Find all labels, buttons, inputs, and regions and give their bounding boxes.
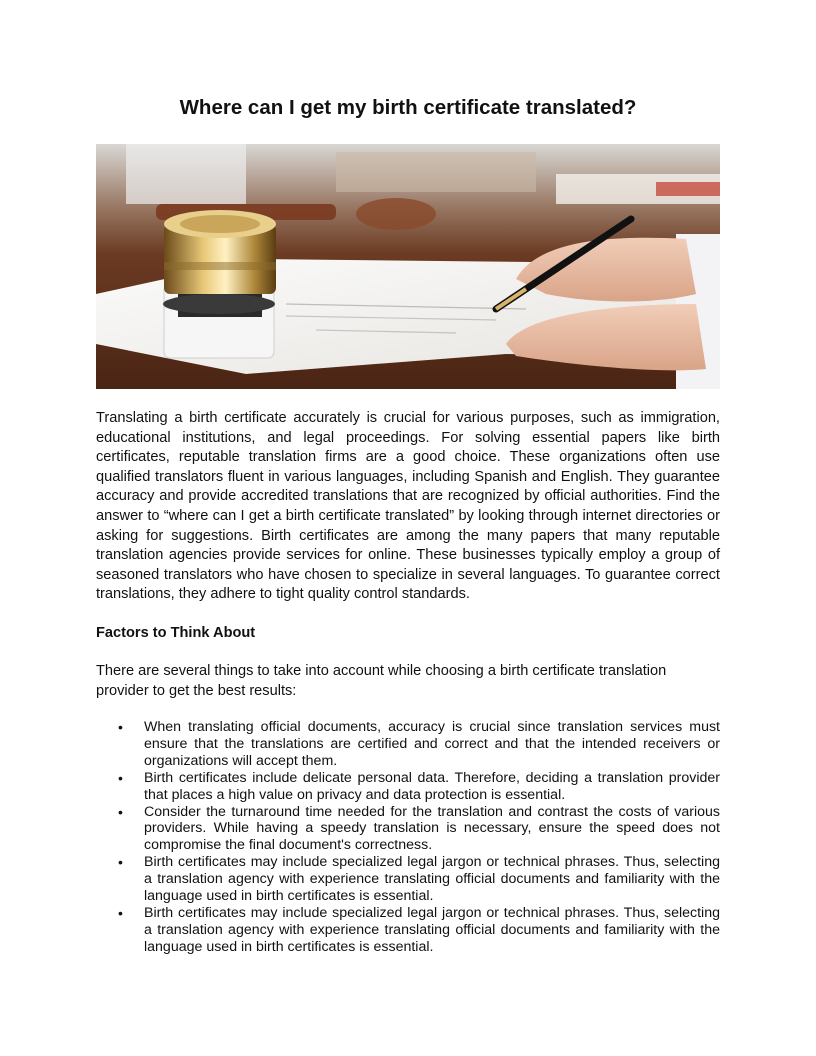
intro-paragraph: Translating a birth certificate accurately is crucial for various purposes, such as immigration, educational institutions, and legal proceedings. For solving essential papers like birth certificates, reputable translation firms are a good choice. These organizations often use qualified translators fluent in various languages, including Spanish and English. They guarantee accuracy and provide accredited translations that are recognized by official authorities. Find the answer to “where can I get a birth certificate translated” by looking through internet directories or asking for suggestions. Birth certificates are among the many papers that many reputable translation agencies provide services for online. These businesses typically employ a group of seasoned translators who have chosen to specialize in several languages. To guarantee correct translations, they adhere to tight quality control standards. — [96, 410, 720, 603]
bullet-icon: • — [118, 803, 123, 820]
bullet-icon: • — [118, 904, 123, 921]
list-item — [96, 804, 720, 855]
list-item-text: Birth certificates may include specialized legal jargon or technical phrases. Thus, selecting a translation agency with experience translating official documents and familiarity with the language used in birth certificates is essential. — [144, 854, 720, 905]
bullet-icon: • — [118, 719, 123, 735]
list-item — [96, 719, 720, 770]
list-item-text: Birth certificates may include specialized legal jargon or technical phrases. Thus, selecting a translation agency with experience translating official documents and familiarity with the language used in birth certificates is essential. — [144, 904, 720, 955]
section-lead-paragraph: There are several things to take into account while choosing a birth certificate translation provider to get the best results: — [96, 663, 667, 699]
page-title: Where can I get my birth certificate translated? — [179, 96, 637, 119]
list-item-text: Consider the turnaround time needed for the translation and contrast the costs of various providers. While having a speedy translation is necessary, ensure the speed does not compromise the final document's correctness. — [144, 803, 720, 854]
section-heading: Factors to Think About — [96, 625, 256, 641]
bullet-icon: • — [118, 769, 123, 786]
bullet-icon: • — [118, 854, 123, 871]
factors-list — [96, 719, 720, 956]
notary-signing-photo — [96, 144, 720, 389]
list-item — [96, 854, 720, 905]
list-item — [96, 905, 720, 956]
list-item — [96, 770, 720, 804]
list-item-text: When translating official documents, accuracy is crucial since translation services must ensure that the translations are certified and correct and that the intended receivers or organizations will accept them. — [144, 719, 720, 769]
list-item-text: Birth certificates include delicate personal data. Therefore, deciding a translation provider that places a high value on privacy and data protection is essential. — [144, 769, 720, 803]
